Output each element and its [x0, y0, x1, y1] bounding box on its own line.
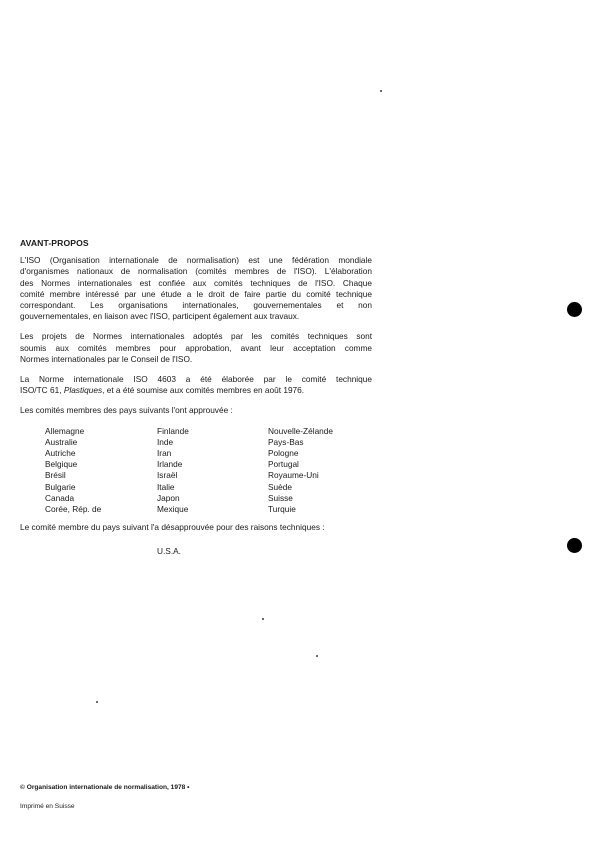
- country-item: Italie: [157, 481, 175, 492]
- country-item: Corée, Rép. de: [45, 504, 102, 515]
- committee-title: Plastiques: [63, 385, 103, 396]
- binding-hole-mark: [567, 538, 582, 553]
- binding-hole-mark: [567, 302, 582, 317]
- scan-speck: [380, 90, 382, 92]
- text-line: La Norme internationale ISO 4603 a été élaborée par le comité technique: [20, 374, 372, 385]
- country-item: Bulgarie: [45, 481, 76, 492]
- country-item: Mexique: [157, 504, 189, 515]
- paragraph-standard-origin: [20, 374, 372, 396]
- country-item: Nouvelle-Zélande: [268, 425, 334, 436]
- copyright-notice: © Organisation internationale de normalisation, 1978 •: [20, 784, 190, 791]
- countries-column-2: [157, 426, 189, 516]
- country-item: Irlande: [157, 459, 183, 470]
- country-item: Inde: [157, 436, 174, 447]
- text-line: Normes internationales par le Conseil de l'ISO.: [20, 353, 193, 364]
- section-heading: AVANT-PROPOS: [20, 238, 89, 248]
- countries-column-3: [268, 426, 333, 516]
- disapproving-country: U.S.A.: [157, 545, 181, 556]
- text-line: des Normes internationales est confiée aux comités techniques de l'ISO. Chaque: [20, 277, 372, 288]
- country-item: Suède: [268, 481, 292, 492]
- country-item: Suisse: [268, 492, 293, 503]
- text-line: comité membre intéressé par une étude a le droit de faire partie du comité technique: [20, 288, 372, 299]
- country-item: Japon: [157, 492, 180, 503]
- country-item: Portugal: [268, 459, 299, 470]
- text-line: L'ISO (Organisation internationale de normalisation) est une fédération mondiale: [20, 255, 372, 266]
- country-item: Canada: [45, 492, 75, 503]
- approving-countries-list: [20, 426, 372, 516]
- country-item: Autriche: [45, 448, 76, 459]
- scan-speck: [316, 655, 318, 657]
- text-line: [20, 385, 372, 396]
- country-item: Allemagne: [45, 425, 85, 436]
- approval-intro: Les comités membres des pays suivants l'ont approuvée :: [20, 405, 233, 416]
- printed-location: Imprimé en Suisse: [20, 803, 75, 810]
- text-line: d'organismes nationaux de normalisation (comités membres de l'ISO). L'élaboration: [20, 266, 372, 277]
- country-item: Turquie: [268, 504, 296, 515]
- text-fragment: , et a été soumise aux comités membres en août 1976.: [102, 385, 305, 396]
- country-item: Iran: [157, 448, 172, 459]
- country-item: Belgique: [45, 459, 78, 470]
- text-line: soumis aux comités membres pour approbation, avant leur acceptation comme: [20, 342, 372, 353]
- countries-column-1: [45, 426, 101, 516]
- country-item: Pologne: [268, 448, 299, 459]
- text-line: Les projets de Normes internationales adoptés par les comités techniques sont: [20, 331, 372, 342]
- country-item: Brésil: [45, 470, 66, 481]
- country-item: Pays-Bas: [268, 436, 304, 447]
- committee-ref: ISO/TC 61,: [20, 385, 64, 396]
- country-item: Finlande: [157, 425, 189, 436]
- paragraph-iso-intro: [20, 255, 372, 322]
- country-item: Royaume-Uni: [268, 470, 319, 481]
- scan-speck: [96, 701, 98, 703]
- foreword-section: [20, 238, 372, 557]
- scan-speck: [262, 618, 264, 620]
- page-footer: [20, 783, 190, 811]
- text-line: correspondant. Les organisations internationales, gouvernementales et non: [20, 300, 372, 311]
- paragraph-drafts: [20, 331, 372, 365]
- country-item: Israël: [157, 470, 178, 481]
- text-line: gouvernementales, en liaison avec l'ISO, participent également aux travaux.: [20, 311, 300, 322]
- country-item: Australie: [45, 436, 78, 447]
- disapproval-statement: Le comité membre du pays suivant l'a désapprouvée pour des raisons techniques :: [20, 521, 325, 532]
